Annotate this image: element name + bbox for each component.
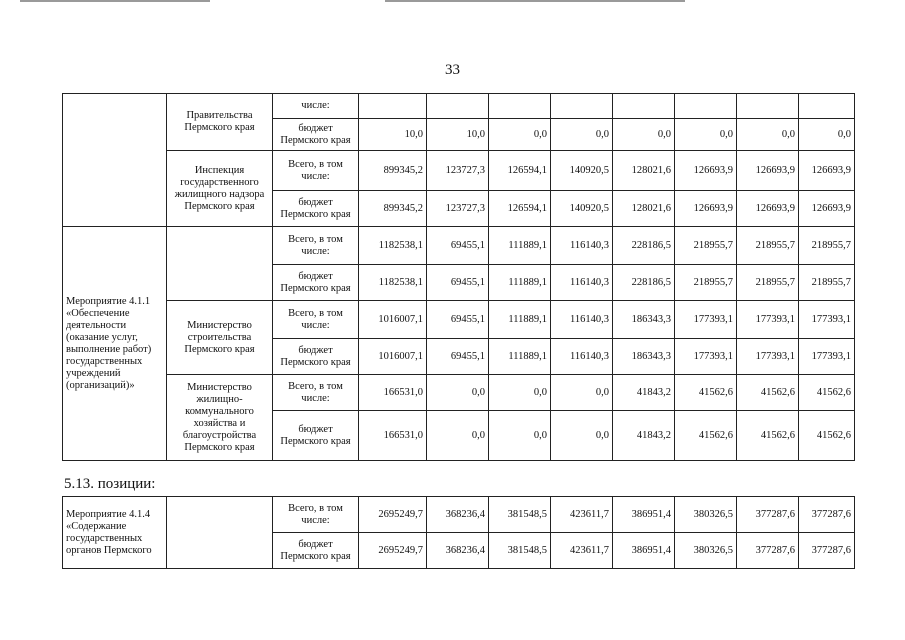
funding-source-cell: бюджет Пермского края xyxy=(273,119,359,151)
amount-cell xyxy=(551,94,613,119)
funding-source-cell: бюджет Пермского края xyxy=(273,265,359,301)
funding-source-cell: бюджет Пермского края xyxy=(273,191,359,227)
amount-cell: 381548,5 xyxy=(489,533,551,569)
amount-cell: 10,0 xyxy=(359,119,427,151)
amount-cell: 0,0 xyxy=(427,411,489,461)
amount-cell: 41843,2 xyxy=(613,411,675,461)
amount-cell: 368236,4 xyxy=(427,497,489,533)
amount-cell: 126693,9 xyxy=(737,191,799,227)
amount-cell: 1016007,1 xyxy=(359,339,427,375)
amount-cell: 218955,7 xyxy=(799,227,855,265)
amount-cell: 123727,3 xyxy=(427,151,489,191)
amount-cell: 0,0 xyxy=(799,119,855,151)
amount-cell: 1182538,1 xyxy=(359,227,427,265)
section-heading: 5.13. позиции: xyxy=(64,476,156,492)
amount-cell: 177393,1 xyxy=(737,301,799,339)
amount-cell: 140920,5 xyxy=(551,151,613,191)
amount-cell: 218955,7 xyxy=(737,227,799,265)
amount-cell: 69455,1 xyxy=(427,301,489,339)
amount-cell: 116140,3 xyxy=(551,339,613,375)
amount-cell: 128021,6 xyxy=(613,191,675,227)
amount-cell: 218955,7 xyxy=(799,265,855,301)
amount-cell: 177393,1 xyxy=(675,339,737,375)
amount-cell: 41562,6 xyxy=(737,411,799,461)
amount-cell: 0,0 xyxy=(551,411,613,461)
event-name-cell xyxy=(63,94,167,227)
funding-source-cell: Всего, в том числе: xyxy=(273,301,359,339)
amount-cell: 126693,9 xyxy=(737,151,799,191)
amount-cell: 177393,1 xyxy=(737,339,799,375)
funding-source-cell: бюджет Пермского края xyxy=(273,339,359,375)
amount-cell: 386951,4 xyxy=(613,533,675,569)
top-scan-line-left xyxy=(20,0,210,2)
amount-cell: 423611,7 xyxy=(551,533,613,569)
amount-cell: 186343,3 xyxy=(613,339,675,375)
amount-cell: 116140,3 xyxy=(551,227,613,265)
amount-cell xyxy=(799,94,855,119)
amount-cell: 218955,7 xyxy=(675,265,737,301)
amount-cell: 41562,6 xyxy=(799,411,855,461)
amount-cell: 218955,7 xyxy=(675,227,737,265)
amount-cell: 0,0 xyxy=(489,119,551,151)
executor-cell: Правительства Пермского края xyxy=(167,94,273,151)
amount-cell: 0,0 xyxy=(737,119,799,151)
amount-cell: 2695249,7 xyxy=(359,533,427,569)
amount-cell xyxy=(737,94,799,119)
amount-cell: 41562,6 xyxy=(799,375,855,411)
amount-cell: 111889,1 xyxy=(489,265,551,301)
executor-cell: Министерство строительства Пермского края xyxy=(167,301,273,375)
amount-cell: 128021,6 xyxy=(613,151,675,191)
amount-cell: 423611,7 xyxy=(551,497,613,533)
amount-cell: 126693,9 xyxy=(799,151,855,191)
amount-cell: 0,0 xyxy=(427,375,489,411)
amount-cell: 380326,5 xyxy=(675,497,737,533)
amount-cell xyxy=(675,94,737,119)
table-row xyxy=(63,301,855,339)
amount-cell xyxy=(489,94,551,119)
funding-source-cell: Всего, в том числе: xyxy=(273,497,359,533)
amount-cell: 899345,2 xyxy=(359,151,427,191)
funding-source-cell: Всего, в том числе: xyxy=(273,151,359,191)
table-row xyxy=(63,497,855,533)
amount-cell: 2695249,7 xyxy=(359,497,427,533)
funding-source-cell: бюджет Пермского края xyxy=(273,411,359,461)
amount-cell: 116140,3 xyxy=(551,265,613,301)
table-row xyxy=(63,375,855,411)
amount-cell: 69455,1 xyxy=(427,227,489,265)
amount-cell: 126594,1 xyxy=(489,151,551,191)
amount-cell: 126693,9 xyxy=(675,151,737,191)
table-row xyxy=(63,227,855,265)
amount-cell: 111889,1 xyxy=(489,301,551,339)
amount-cell: 10,0 xyxy=(427,119,489,151)
amount-cell: 41843,2 xyxy=(613,375,675,411)
amount-cell: 111889,1 xyxy=(489,339,551,375)
executor-cell: Инспекция государственного жилищного надзора Пермского края xyxy=(167,151,273,227)
amount-cell: 41562,6 xyxy=(675,411,737,461)
amount-cell: 0,0 xyxy=(551,119,613,151)
amount-cell: 166531,0 xyxy=(359,375,427,411)
amount-cell: 0,0 xyxy=(675,119,737,151)
amount-cell: 69455,1 xyxy=(427,339,489,375)
executor-cell xyxy=(167,497,273,569)
top-scan-line-right xyxy=(385,0,685,2)
budget-table-continued xyxy=(62,93,855,461)
amount-cell: 377287,6 xyxy=(737,497,799,533)
event-name-cell: Мероприятие 4.1.1 «Обеспечение деятельности (оказание услуг, выполнение работ) государственных учреждений (организаций)» xyxy=(63,227,167,461)
amount-cell: 218955,7 xyxy=(737,265,799,301)
amount-cell: 177393,1 xyxy=(799,301,855,339)
page-number: 33 xyxy=(445,62,460,78)
amount-cell: 126693,9 xyxy=(799,191,855,227)
amount-cell: 41562,6 xyxy=(675,375,737,411)
amount-cell: 1182538,1 xyxy=(359,265,427,301)
amount-cell: 140920,5 xyxy=(551,191,613,227)
funding-source-cell: Всего, в том числе: xyxy=(273,227,359,265)
amount-cell: 126594,1 xyxy=(489,191,551,227)
budget-table-positions xyxy=(62,496,855,569)
amount-cell: 899345,2 xyxy=(359,191,427,227)
amount-cell xyxy=(613,94,675,119)
amount-cell: 1016007,1 xyxy=(359,301,427,339)
amount-cell: 111889,1 xyxy=(489,227,551,265)
amount-cell: 0,0 xyxy=(489,411,551,461)
amount-cell: 0,0 xyxy=(613,119,675,151)
amount-cell xyxy=(427,94,489,119)
amount-cell: 228186,5 xyxy=(613,227,675,265)
amount-cell: 177393,1 xyxy=(799,339,855,375)
amount-cell: 377287,6 xyxy=(799,497,855,533)
amount-cell: 41562,6 xyxy=(737,375,799,411)
amount-cell: 116140,3 xyxy=(551,301,613,339)
amount-cell: 0,0 xyxy=(489,375,551,411)
amount-cell: 166531,0 xyxy=(359,411,427,461)
amount-cell: 186343,3 xyxy=(613,301,675,339)
funding-source-cell: бюджет Пермского края xyxy=(273,533,359,569)
funding-source-cell: числе: xyxy=(273,94,359,119)
amount-cell: 69455,1 xyxy=(427,265,489,301)
amount-cell: 386951,4 xyxy=(613,497,675,533)
amount-cell: 377287,6 xyxy=(737,533,799,569)
executor-cell xyxy=(167,227,273,301)
funding-source-cell: Всего, в том числе: xyxy=(273,375,359,411)
event-name-cell: Мероприятие 4.1.4 «Содержание государственных органов Пермского xyxy=(63,497,167,569)
table-row xyxy=(63,151,855,191)
amount-cell: 0,0 xyxy=(551,375,613,411)
table-row xyxy=(63,94,855,119)
amount-cell xyxy=(359,94,427,119)
amount-cell: 381548,5 xyxy=(489,497,551,533)
amount-cell: 177393,1 xyxy=(675,301,737,339)
amount-cell: 123727,3 xyxy=(427,191,489,227)
amount-cell: 228186,5 xyxy=(613,265,675,301)
amount-cell: 126693,9 xyxy=(675,191,737,227)
executor-cell: Министерство жилищно-коммунального хозяйства и благоустройства Пермского края xyxy=(167,375,273,461)
amount-cell: 380326,5 xyxy=(675,533,737,569)
amount-cell: 377287,6 xyxy=(799,533,855,569)
amount-cell: 368236,4 xyxy=(427,533,489,569)
